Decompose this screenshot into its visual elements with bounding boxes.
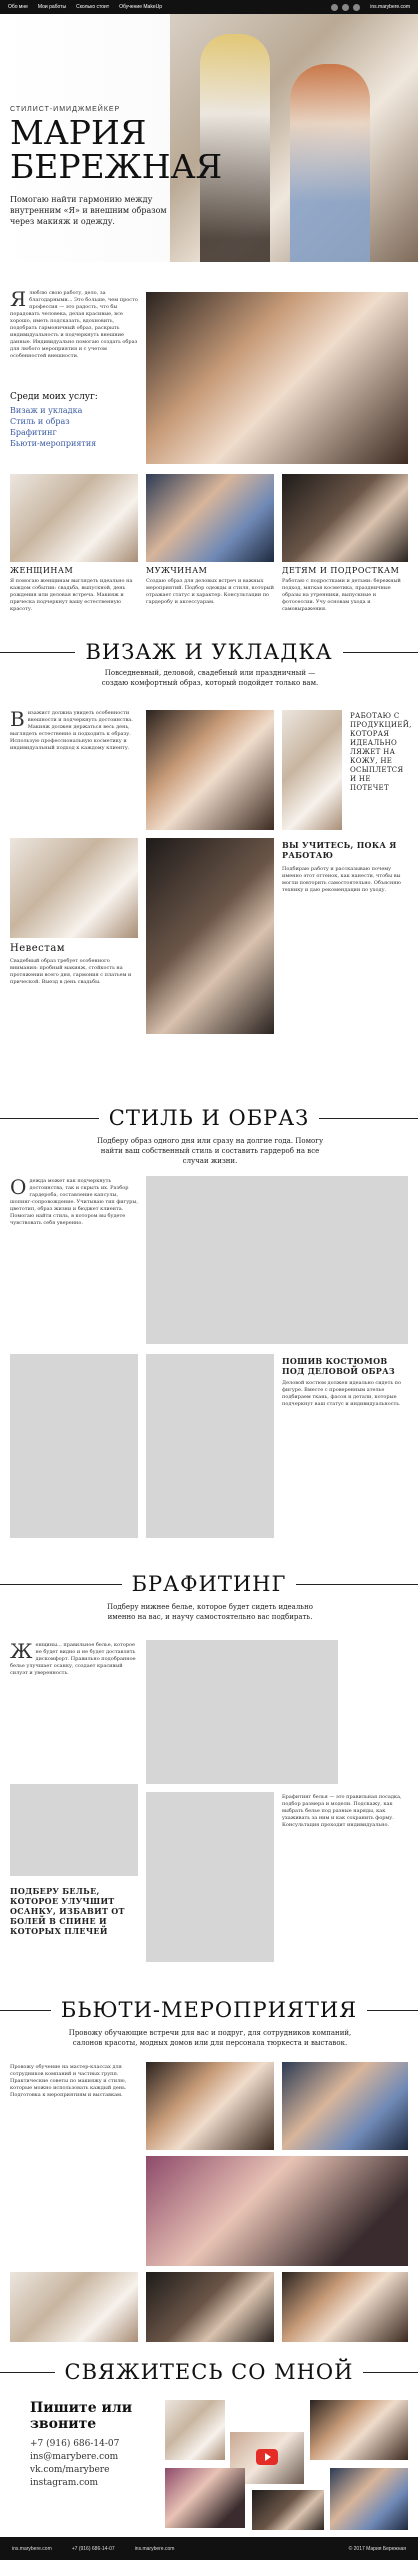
contact-call: Пишите или звоните [30,2400,133,2432]
bra-image-placeholder-2 [10,1784,138,1876]
services-list [10,405,96,449]
hero-description: Помогаю найти гармонию между внутренним «Я» и внешним образом через макияж и одежду. [10,195,167,226]
style-text [10,1178,138,1308]
bra-aside: ПОДБЕРУ БЕЛЬЕ, КОТОРОЕ УЛУЧШИТ ОСАНКУ, ИЗБАВИТ ОТ БОЛЕЙ В СПИНЕ И КОТОРЫХ ПЛЕЧЕЙ [10,1886,125,1936]
kids-title: ДЕТЯМ И ПОДРОСТКАМ [282,566,400,575]
events-photo-4 [10,2272,138,2342]
events-photo-2 [282,2062,408,2150]
footer-copyright: © 2017 Мария Бережная [348,2545,406,2552]
events-heading-text: БЬЮТИ-МЕРОПРИЯТИЯ [60,1998,358,2022]
women-text: Я помогаю женщинам выглядеть идеально на каждом событии: свадьба, выпускной, день рождения или деловая встреча. Макияж и прическа подчеркнут вашу естественную красоту. [10,578,133,612]
makeup-aside-1: РАБОТАЮ С ПРОДУКЦИЕЙ, КОТОРАЯ ИДЕАЛЬНО ЛЯЖЕТ НА КОЖУ, НЕ ОСЫПЛЕТСЯ И НЕ ПОТЕЧЕТ [350,712,412,792]
services-title: Среди моих услуг: [10,392,98,402]
contact-heading [0,2360,418,2384]
divider [343,652,418,653]
service-link-makeup[interactable]: Визаж и укладка [10,406,83,415]
women-title: ЖЕНЩИНАМ [10,566,74,575]
contact-photo-5 [330,2468,408,2530]
makeup-body: изажист должна увидеть особенности внешности и подчеркнуть достоинства. Макияж должен держаться весь день, выглядеть естественно и подходить к образу. Использую профессиональную косметику и индивидуальный подход к каждому клиенту. [10,710,133,751]
kids-text: Работаю с подростками и детьми: бережный подход, мягкая косметика, праздничные образы на утренники, выпускные и фотосессии. Учу основам ухода и самовыражения. [282,578,401,612]
footer-email[interactable]: ins.marybere.com [134,2545,175,2552]
intro-photo [146,292,408,464]
brides-text: Свадебный образ требует особенного внимания: пробный макияж, стойкость на протяжении всего дня, гармония с платьем и прической. Выезд в день свадьбы. [10,958,132,985]
events-photo-6 [282,2272,408,2342]
intro-text [10,290,138,390]
events-photo-1 [146,2062,274,2150]
style-heading-text: СТИЛЬ И ОБРАЗ [108,1106,310,1130]
service-link-bra[interactable]: Брафитинг [10,428,57,437]
women-photo [10,474,138,562]
events-heading [0,1998,418,2022]
bra-image-placeholder-3 [146,1792,274,1962]
style-heading [0,1106,418,1130]
divider [0,1584,122,1585]
bra-heading [0,1572,418,1596]
contact-photo-2 [310,2400,408,2460]
service-link-style[interactable]: Стиль и образ [10,417,70,426]
divider [0,1118,99,1119]
footer-phone[interactable]: +7 (916) 686-14-07 [71,2545,115,2552]
style-image-placeholder-2 [10,1354,138,1538]
makeup-aside-2-text: Подбираю работу и рассказываю почему именно этот оттенок, как нанести, чтобы вы могли повторить самостоятельно. Объясняю технику и даю рекомендации по уходу. [282,866,401,893]
bra-text [10,1642,138,1738]
makeup-heading-text: ВИЗАЖ И УКЛАДКА [85,640,333,664]
style-subheading: Подберу образ одного дня или сразу на долгие года. Помогу найти ваш собственный стиль и составить гардероб на все случаи жизни. [96,1137,324,1165]
makeup-heading [0,640,418,664]
bra-body: енщины... правильное белье, которое не будет видно и не будет доставлять дискомфорт. Правильно подобранное белье улучшает осанку, создает красивый силуэт и уверенность. [10,1642,136,1676]
contact-photo-1 [165,2400,225,2460]
contact-photo-3 [165,2468,245,2528]
style-body: дежда может как подчеркнуть достоинства, так и скрыть их. Разбор гардероба, составление капсулы, шопинг-сопровождение. Учитываю тип фигуры, цветотип, образ жизни и бюджет клиента. Помогаю найти стиль, в котором вы будете чувствовать себя уверенно. [10,1178,138,1226]
style-dropcap: О [10,1178,27,1199]
divider [319,1118,418,1119]
hero-figure-client [290,64,370,262]
contact-vk[interactable]: vk.com/marybere [30,2465,110,2475]
contact-photo-4 [252,2490,324,2530]
intro-dropcap: Я [10,290,27,311]
play-icon[interactable] [256,2449,278,2465]
contact-email[interactable]: ins@marybere.com [30,2452,119,2462]
bra-dropcap: Ж [10,1642,33,1663]
contact-info [30,2400,145,2525]
nav-prices[interactable]: Сколько стоит [76,4,110,10]
social-icons [331,4,360,11]
intro-body: люблю свою работу, дело, за благодарными... Это больше, чем просто профессия — это радость, что бы порадовать человека, делая красивые, все хорошо, иметь подсказать, вдохновить, подобрать гармоничный образ, раскрыть индивидуальность и подчеркнуть внешние данные. Индивидуально помогаю создать образ для любого мероприятия и с учетом особенностей внешности. [10,290,138,359]
kids-photo [282,474,408,562]
style-aside-title: ПОШИВ КОСТЮМОВ ПОД ДЕЛОВОЙ ОБРАЗ [282,1356,395,1376]
contact-instagram[interactable]: instagram.com [30,2478,99,2488]
makeup-photo-1 [146,710,274,830]
vk-icon[interactable] [331,4,338,11]
divider [367,2010,418,2011]
style-image-placeholder-3 [146,1354,274,1538]
divider [0,652,75,653]
nav-works[interactable]: Мои работы [37,4,67,10]
bra-subheading: Подберу нижнее белье, которое будет сидеть идеально именно на вас, и научу самостоятельно вас подбирать. [107,1603,313,1621]
footer [0,2537,418,2560]
hero-title-line2: БЕРЕЖНАЯ [10,147,223,186]
footer-site[interactable]: ins.marybere.com [12,2545,52,2552]
nav-email[interactable]: ins.marybere.com [370,4,410,10]
service-link-events[interactable]: Бьюти-мероприятия [10,439,97,448]
makeup-text [10,710,138,830]
contact-phone[interactable]: +7 (916) 686-14-07 [30,2439,120,2449]
hero-title-line1: МАРИЯ [10,113,147,152]
facebook-icon[interactable] [353,4,360,11]
brides-photo [10,838,138,938]
nav-training[interactable]: Обучение MakeUp [119,4,163,10]
events-photo-3 [146,2156,408,2266]
bra-image-placeholder [146,1640,338,1784]
men-text: Создаю образ для деловых встреч и важных мероприятий. Подбор одежды и стиля, который отражает статус и характер. Консультации по гардеробу и аксессуарам. [146,578,274,605]
makeup-subheading: Повседневный, деловой, свадебный или праздничный — создаю комфортный образ, который подойдет только вам. [101,669,319,687]
hero [0,14,418,262]
hero-subtitle: СТИЛИСТ-ИМИДЖМЕЙКЕР [10,106,121,113]
instagram-icon[interactable] [342,4,349,11]
contact-heading-text: СВЯЖИТЕСЬ СО МНОЙ [64,2360,354,2384]
style-image-placeholder [146,1176,408,1344]
men-title: МУЖЧИНАМ [146,566,208,575]
events-text: Провожу обучение на мастер-классах для сотрудников компаний и частных групп. Практические советы по макияжу и стилю, которые можно использовать каждый день. Подготовка к мероприятиям и выставкам. [10,2064,127,2098]
divider [0,2010,51,2011]
makeup-dropcap: В [10,710,25,731]
events-photo-5 [146,2272,274,2342]
nav-about[interactable]: Обо мне [8,4,28,10]
makeup-photo-2 [282,710,342,830]
men-photo [146,474,274,562]
bra-right-text: Брафитинг белья — это правильная посадка, подбор размера и модели. Подскажу, как выбрать белье под разные наряды, как ухаживать за ним и как сохранить форму. Консультация проходит индивидуально. [282,1794,402,1828]
makeup-photo-3 [146,838,274,1034]
divider [296,1584,418,1585]
divider [363,2372,418,2373]
hero-title [10,113,223,186]
makeup-aside-2: ВЫ УЧИТЕСЬ, ПОКА Я РАБОТАЮ [282,840,397,860]
events-subheading: Провожу обучающие встречи для вас и подруг, для сотрудников компаний, салонов красоты, модных домов или для персонала тюркеста и выставок. [68,2029,352,2047]
style-aside-text: Деловой костюм должен идеально сидеть по фигуре. Вместе с проверенным ателье подбираем ткань, фасон и детали, которые подчеркнут ваш статус и индивидуальность. [282,1380,402,1407]
divider [0,2372,55,2373]
brides-title: Невестам [10,943,66,954]
top-nav [0,0,418,14]
bra-heading-text: БРАФИТИНГ [131,1572,287,1596]
